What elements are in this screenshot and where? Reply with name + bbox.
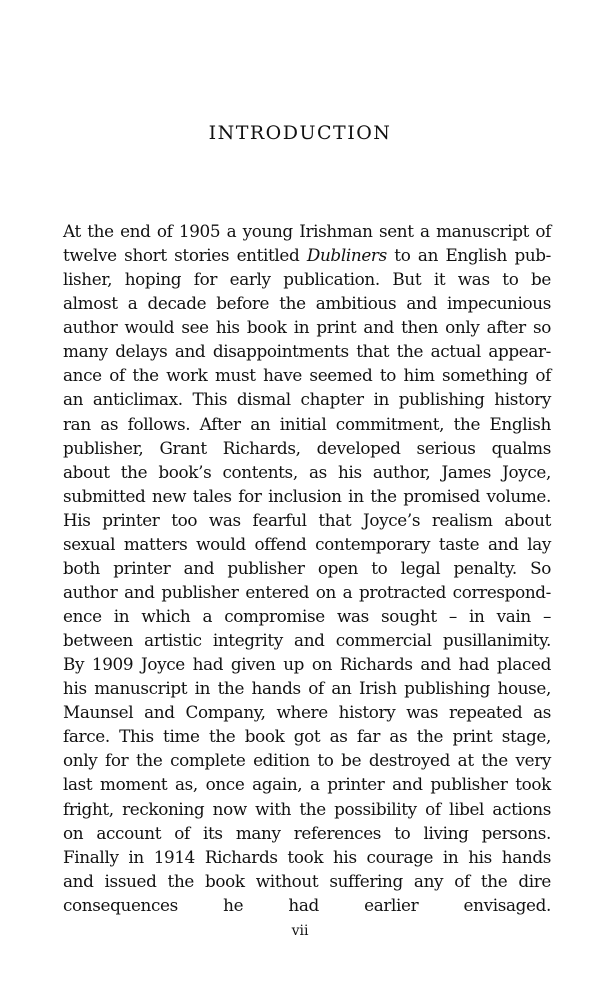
text-line: ence in which a compromise was sought – in vain – (63, 606, 551, 626)
text-line: ran as follows. After an initial commitment, the English (63, 413, 551, 434)
text-line: almost a decade before the ambitious and impecunious (63, 293, 551, 314)
text-line: only for the complete edition to be destroyed at the very (63, 750, 551, 771)
text-line: lisher, hoping for early publication. But it was to be (63, 269, 551, 290)
text-line: his manuscript in the hands of an Irish publishing house, (63, 678, 551, 699)
text-line: between artistic integrity and commercial pusillanimity. (63, 630, 551, 651)
page-heading: INTRODUCTION (208, 122, 392, 144)
text-line: twelve short stories entitled Dubliners to an English pub- (63, 245, 552, 266)
text-line: last moment as, once again, a printer and publisher took (63, 774, 551, 795)
text-line: publisher, Grant Richards, developed serious qualms (63, 437, 551, 458)
text-line: submitted new tales for inclusion in the promised volume. (63, 485, 551, 506)
text-line: about the book’s contents, as his author, James Joyce, (63, 461, 551, 482)
text-line: His printer too was fearful that Joyce’s realism about (63, 509, 551, 530)
text-line: consequences he had earlier envisaged. (63, 894, 551, 915)
text-line: Maunsel and Company, where history was repeated as (63, 702, 551, 723)
page-number: vii (291, 923, 309, 939)
text-line: on account of its many references to living persons. (63, 822, 551, 843)
text-line: Finally in 1914 Richards took his courage in his hands (63, 846, 551, 867)
body-text (63, 219, 551, 965)
text-line: author would see his book in print and then only after so (63, 317, 551, 338)
text-line: sexual matters would offend contemporary taste and lay (63, 533, 551, 554)
text-line (63, 941, 551, 965)
text-line: both printer and publisher open to legal penalty. So (63, 557, 551, 578)
text-line: an anticlimax. This dismal chapter in publishing history (63, 389, 551, 410)
text-line: farce. This time the book got as far as the print stage, (63, 726, 551, 747)
text-line: fright, reckoning now with the possibility of libel actions (63, 798, 551, 819)
book-title-italic: Dubliners (306, 245, 387, 266)
text-line: and issued the book without suffering any of the dire (63, 870, 551, 891)
text-line: many delays and disappointments that the actual appear- (63, 341, 551, 362)
text-line: By 1909 Joyce had given up on Richards and had placed (63, 654, 551, 675)
text-line: ance of the work must have seemed to him something of (63, 365, 551, 386)
text-line: author and publisher entered on a protracted correspond- (63, 581, 551, 602)
text-line: At the end of 1905 a young Irishman sent a manuscript of (63, 221, 551, 241)
